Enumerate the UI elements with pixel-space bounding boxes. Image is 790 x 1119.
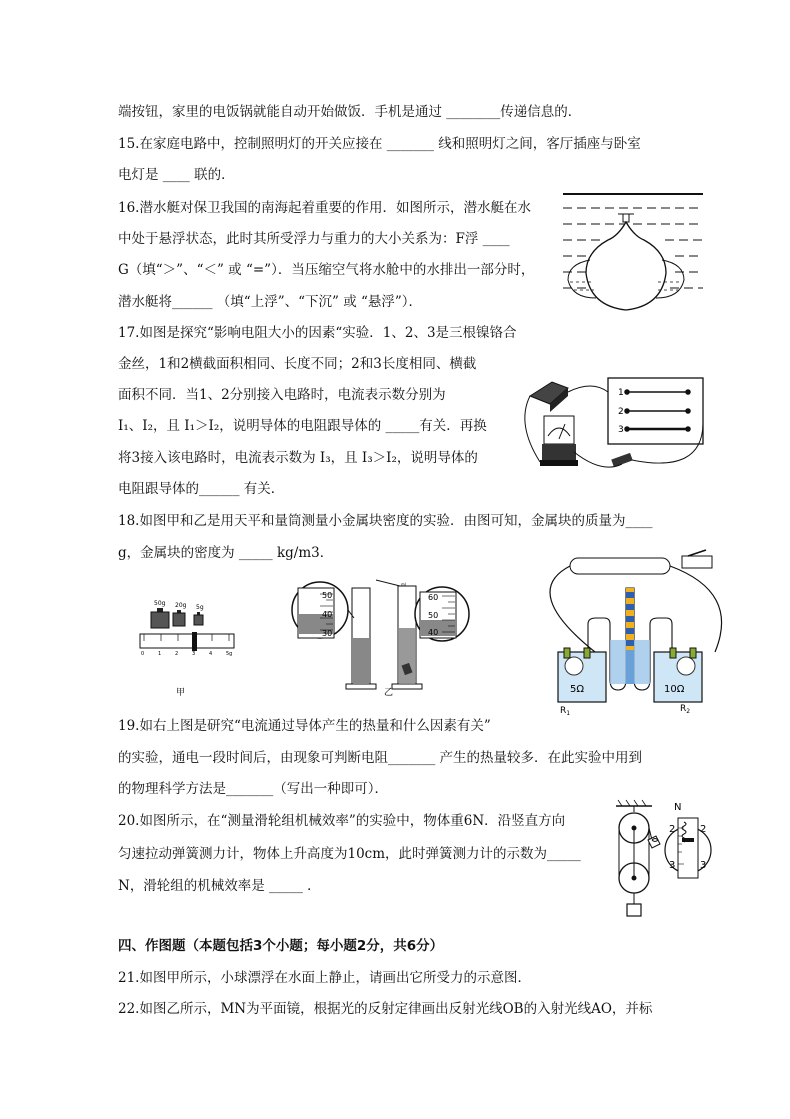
q16-line1: 16.潜水艇对保卫我国的南海起着重要的作用．如图所示，潜水艇在水 xyxy=(118,200,531,216)
zoom2-tick-60: 60 xyxy=(428,593,439,602)
balance-figure xyxy=(138,600,238,698)
r2-label: R xyxy=(680,704,687,714)
submarine-figure xyxy=(560,188,705,320)
scale-mark-2-right: 2 xyxy=(700,824,707,835)
q17-line4: I₁、I₂，且 I₁＞I₂，说明导体的电阻跟导体的 _____有关．再换 xyxy=(118,418,487,434)
q16-line4: 潜水艇将______ （填“上浮”、“下沉” 或 “悬浮”）． xyxy=(118,294,423,310)
scale-mark-2: 2 xyxy=(669,824,676,835)
r1-subscript: 1 xyxy=(566,710,571,717)
scale-tick-2: 2 xyxy=(175,651,179,657)
q17-line6: 电阻跟导体的______ 有关． xyxy=(118,481,285,497)
q19-line1: 19.如右上图是研究“电流通过导体产生的热量和什么因素有关” xyxy=(118,718,491,734)
cylinder-figure xyxy=(290,578,472,696)
q16-line2: 中处于悬浮状态，此时其所受浮力与重力的大小关系为：F浮 ____ xyxy=(118,231,510,247)
caption-yi: 乙 xyxy=(384,688,394,698)
q20-line3: N，滑轮组的机械效率是 _____ ． xyxy=(118,878,321,894)
q17-line3: 面积不同．当1、2分别接入电路时，电流表示数分别为 xyxy=(118,387,446,403)
wire-label-1: 1 xyxy=(618,388,624,398)
scale-unit-n: N xyxy=(674,802,682,813)
zoom2-tick-50: 50 xyxy=(428,611,439,620)
zoom1-tick-30: 30 xyxy=(322,629,333,638)
scale-tick-0: 0 xyxy=(141,651,145,657)
q20-line2: 匀速拉动弹簧测力计，物体上升高度为10cm，此时弹簧测力计的示数为_____ xyxy=(118,846,581,862)
scale-mark-3: 3 xyxy=(669,860,676,871)
pulley-figure xyxy=(612,800,712,926)
scale-mark-3-right: 3 xyxy=(700,860,707,871)
weight-label-5g: 5g xyxy=(196,604,204,611)
q15-line2: 电灯是 ____ 联的． xyxy=(118,167,235,183)
q16-line3: G（填“＞”、“＜” 或 “=”）．当压缩空气将水舱中的水排出一部分时， xyxy=(118,262,535,278)
q15-line1: 15.在家庭电路中，控制照明灯的开关应接在 _______ 线和照明灯之间，客厅插座与卧室 xyxy=(118,136,641,152)
r1-value: 5Ω xyxy=(570,684,585,695)
scale-tick-3: 3 xyxy=(192,651,196,657)
weight-label-50g: 50g xyxy=(154,600,166,607)
cylinder-unit: ml xyxy=(401,582,407,587)
q17-line1: 17.如图是探究“影响电阻大小的因素“实验．1、2、3是三根镍铬合 xyxy=(118,325,517,341)
zoom1-tick-40: 40 xyxy=(322,610,333,619)
scale-tick-4: 4 xyxy=(209,651,213,657)
resistance-circuit-figure xyxy=(512,374,707,486)
q19-line2: 的实验，通电一段时间后，由现象可判断电阻_______ 产生的热量较多．在此实验中用到 xyxy=(118,750,643,766)
heat-circuit-figure xyxy=(530,552,730,717)
zoom1-tick-50: 50 xyxy=(322,591,333,600)
q17-line5: 将3接入该电路时，电流表示数为 I₃，且 I₃＞I₂，说明导体的 xyxy=(118,450,478,466)
section-heading: 四、作图题（本题包括3个小题；每小题2分，共6分） xyxy=(118,938,444,954)
q17-line2: 金丝，1和2横截面积相同、长度不同；2和3长度相同、横截 xyxy=(118,356,477,372)
q22-line: 22.如图乙所示，MN为平面镜，根据光的反射定律画出反射光线OB的入射光线AO，并标 xyxy=(118,1001,653,1017)
svg-text:R1 xyxy=(560,706,570,717)
weight-label-20g: 20g xyxy=(175,602,187,609)
text-line: 端按钮，家里的电饭锅就能自动开始做饭．手机是通过 ________传递信息的． xyxy=(118,104,582,120)
q18-line1: 18.如图甲和乙是用天平和量筒测量小金属块密度的实验．由图可知，金属块的质量为____ xyxy=(118,513,653,529)
caption-jia: 甲 xyxy=(176,688,186,698)
r2-subscript: 2 xyxy=(686,708,691,715)
q18-line2: g，金属块的密度为 _____ kg/m3． xyxy=(118,545,334,561)
scale-tick-5g: 5g xyxy=(226,651,233,657)
svg-text:R2 xyxy=(680,704,690,715)
r1-label: R xyxy=(560,706,567,716)
wire-label-2: 2 xyxy=(618,407,624,417)
scale-tick-1: 1 xyxy=(158,651,162,657)
wire-label-3: 3 xyxy=(618,425,624,435)
q21-line: 21.如图甲所示，小球漂浮在水面上静止，请画出它所受力的示意图． xyxy=(118,970,531,986)
q20-line1: 20.如图所示，在“测量滑轮组机械效率”的实验中，物体重6N．沿竖直方向 xyxy=(118,813,566,829)
zoom2-tick-40: 40 xyxy=(428,628,439,637)
r2-value: 10Ω xyxy=(664,684,685,695)
q19-line3: 的物理科学方法是_______（写出一种即可）． xyxy=(118,781,388,797)
